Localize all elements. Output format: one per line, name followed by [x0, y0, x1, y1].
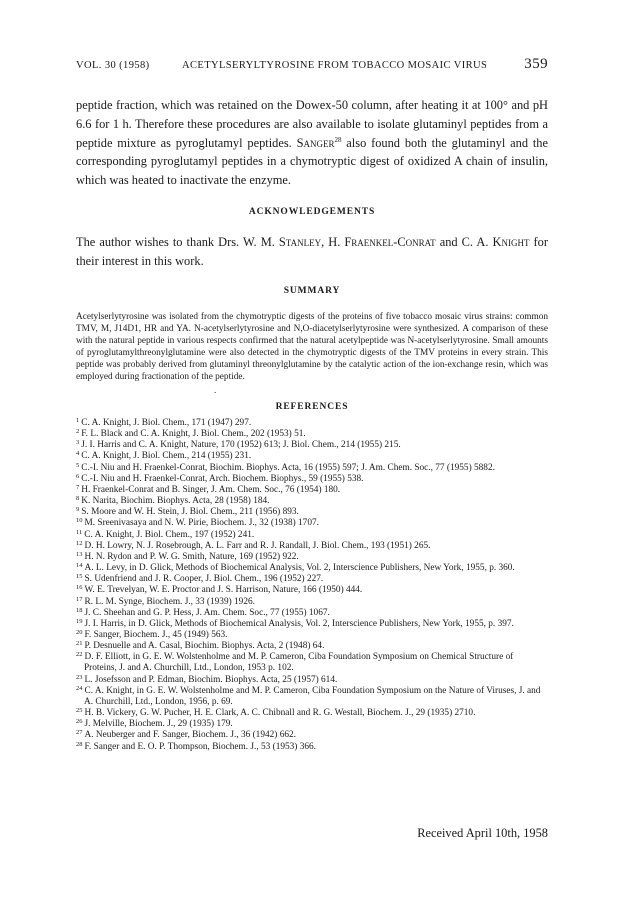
reference-text: K. Narita, Biochim. Biophys. Acta, 28 (1958) 184.: [81, 496, 270, 507]
summary-paragraph: Acetylserlytyrosine was isolated from the chymotryptic digests of the proteins of five tobacco mosaic virus strains: common TMV, M, J14D1, HR and YA. N-acetylserlytyrosine and N,O-diacetylserlytyrosine were synthesized. A comparison of these with the natural peptide in various respects confirmed that the natural acetylpeptide was N-acetylserlytyrosine. Small amounts of pyroglutamylthreonylglutamine were also detected in the chymotryptic digests of the TMV proteins in every strain. This peptide was probably derived from glutaminyl threonylglutamine by the catalytic action of the ion-exchange resin, which was employed during fractionation of the peptide.: [76, 312, 548, 382]
reference-item: [76, 429, 548, 440]
reference-text: H. B. Vickery, G. W. Pucher, H. E. Clark, A. C. Chibnall and R. G. Westall, Biochem. J., 29 (1935) 2710.: [84, 708, 476, 719]
reference-text: C.-I. Niu and H. Fraenkel-Conrat, Biochim. Biophys. Acta, 16 (1955) 597; J. Am. Chem. Soc., 77 (1955) 5882.: [81, 462, 495, 473]
reference-text: C. A. Knight, in G. E. W. Wolstenholme and M. P. Cameron, Ciba Foundation Symposium on the Nature of Viruses, J. and A. Churchill, Ltd., London, 1956, p. 69.: [84, 685, 541, 707]
separator-dot: .: [214, 385, 217, 395]
reference-item: [76, 730, 548, 741]
ack-name-1: Stanley: [278, 235, 322, 249]
reference-number: 6: [76, 472, 80, 480]
reference-number: 10: [76, 517, 83, 525]
reference-item: [76, 463, 548, 474]
reference-number: 21: [76, 640, 83, 648]
reference-item: [76, 496, 548, 507]
volume-label: VOL. 30 (1958): [76, 60, 150, 71]
ack-name-2: Fraenkel-Conrat: [344, 235, 436, 249]
references-heading: REFERENCES: [275, 402, 349, 412]
reference-number: 5: [76, 461, 80, 469]
received-date: Received April 10th, 1958: [417, 826, 548, 840]
reference-item: [76, 474, 548, 485]
reference-number: 28: [76, 740, 83, 748]
reference-number: 18: [76, 606, 83, 614]
reference-number: 4: [76, 450, 80, 458]
reference-item: [76, 630, 548, 641]
reference-number: 13: [76, 550, 83, 558]
reference-text: D. H. Lowry, N. J. Rosebrough, A. L. Farr and R. J. Randall, J. Biol. Chem., 193 (1951) 265.: [84, 540, 431, 551]
reference-text: S. Moore and W. H. Stein, J. Biol. Chem., 211 (1956) 893.: [81, 507, 299, 518]
reference-item: [76, 742, 548, 753]
reference-number: 14: [76, 562, 83, 570]
reference-number: 23: [76, 673, 83, 681]
reference-text: J. I. Harris, in D. Glick, Methods of Biochemical Analysis, Vol. 2, Interscience Publishers, New York, 1955, p. 397.: [84, 618, 514, 629]
page-number: 359: [524, 56, 548, 72]
reference-text: C. A. Knight, J. Biol. Chem., 197 (1952) 241.: [84, 529, 255, 540]
reference-number: 8: [76, 495, 80, 503]
reference-text: A. Neuberger and F. Sanger, Biochem. J., 36 (1942) 662.: [84, 730, 296, 741]
reference-number: 1: [76, 417, 80, 424]
ack-text-4: for their interest in this work.: [76, 235, 548, 268]
reference-text: H. N. Rydon and P. W. G. Smith, Nature, 169 (1952) 922.: [84, 551, 299, 562]
ack-text-2: , H.: [321, 235, 345, 249]
acknowledgements-heading: ACKNOWLEDGEMENTS: [248, 207, 376, 217]
reference-item: [76, 619, 548, 630]
reference-item: [76, 708, 548, 719]
reference-item: [76, 652, 548, 674]
reference-number: 27: [76, 729, 83, 737]
reference-number: 16: [76, 584, 83, 592]
reference-number: 11: [76, 528, 83, 536]
reference-item: [76, 585, 548, 596]
reference-text: J. Melville, Biochem. J., 29 (1935) 179.: [84, 719, 233, 730]
reference-number: 3: [76, 439, 80, 447]
reference-item: [76, 597, 548, 608]
reference-item: [76, 719, 548, 730]
running-title: ACETYLSERYLTYROSINE FROM TOBACCO MOSAIC VIRUS: [182, 60, 488, 71]
reference-item: [76, 541, 548, 552]
reference-text: L. Josefsson and P. Edman, Biochim. Biophys. Acta, 25 (1957) 614.: [84, 674, 338, 685]
reference-number: 22: [76, 651, 83, 659]
reference-item: [76, 530, 548, 541]
cited-author: Sanger: [296, 135, 335, 150]
reference-text: C. A. Knight, J. Biol. Chem., 214 (1955) 231.: [81, 451, 252, 462]
reference-text: W. E. Trevelyan, W. E. Proctor and J. S. Harrison, Nature, 166 (1950) 444.: [84, 585, 363, 596]
reference-item: [76, 518, 548, 529]
reference-item: [76, 563, 548, 574]
reference-text: C. A. Knight, J. Biol. Chem., 171 (1947) 297.: [81, 418, 252, 428]
reference-item: [76, 641, 548, 652]
reference-text: M. Sreenivasaya and N. W. Pirie, Biochem. J., 32 (1938) 1707.: [84, 518, 319, 529]
reference-item: [76, 418, 548, 429]
reference-text: H. Fraenkel-Conrat and B. Singer, J. Am. Chem. Soc., 76 (1954) 180.: [81, 484, 341, 495]
reference-number: 12: [76, 539, 83, 547]
reference-item: [76, 451, 548, 462]
acknowledgements-paragraph: [76, 233, 548, 271]
ack-text-3: and C. A.: [435, 235, 493, 249]
reference-text: R. L. M. Synge, Biochem. J., 33 (1939) 1926.: [84, 596, 255, 607]
reference-number: 26: [76, 718, 83, 726]
reference-item: [76, 686, 548, 708]
reference-number: 15: [76, 573, 83, 581]
reference-number: 9: [76, 506, 80, 514]
reference-text: S. Udenfriend and J. R. Cooper, J. Biol. Chem., 196 (1952) 227.: [84, 574, 324, 585]
reference-text: F. Sanger and E. O. P. Thompson, Biochem. J., 53 (1953) 366.: [84, 741, 316, 752]
body-text-part-1: peptide fraction, which was retained on the Dowex-50 column, after heating it at 100° and pH 6.6 for 1 h. Therefore these procedures are also available to isolate glutaminyl peptides from a peptide mixture as pyroglutamyl peptides.: [76, 98, 548, 150]
reference-item: [76, 675, 548, 686]
citation-superscript: 28: [334, 135, 342, 144]
reference-number: 25: [76, 707, 83, 715]
running-head: [76, 56, 548, 78]
reference-list: [76, 418, 548, 753]
body-text-part-2: also found both the glutaminyl and the corresponding pyroglutamyl peptides in a chymotryptic digest of oxidized A chain of insulin, which was heated to inactivate the enzyme.: [76, 135, 548, 188]
reference-item: [76, 574, 548, 585]
ack-text-1: The author wishes to thank Drs. W. M.: [76, 235, 279, 249]
reference-text: C.-I. Niu and H. Fraenkel-Conrat, Arch. Biochem. Biophys., 59 (1955) 538.: [81, 473, 364, 484]
reference-text: F. Sanger, Biochem. J., 45 (1949) 563.: [84, 629, 228, 640]
reference-number: 24: [76, 684, 83, 692]
reference-item: [76, 485, 548, 496]
reference-text: P. Desnuelle and A. Casal, Biochim. Biophys. Acta, 2 (1948) 64.: [84, 641, 325, 652]
reference-number: 2: [76, 428, 80, 436]
reference-item: [76, 507, 548, 518]
reference-number: 20: [76, 628, 83, 636]
reference-number: 7: [76, 483, 80, 491]
reference-item: [76, 440, 548, 451]
reference-item: [76, 552, 548, 563]
reference-text: J. I. Harris and C. A. Knight, Nature, 170 (1952) 613; J. Biol. Chem., 214 (1955) 215.: [81, 440, 401, 451]
reference-text: A. L. Levy, in D. Glick, Methods of Biochemical Analysis, Vol. 2, Interscience Publishers, New York, 1955, p. 360.: [84, 563, 515, 574]
reference-number: 17: [76, 595, 83, 603]
summary-heading: SUMMARY: [283, 286, 341, 296]
reference-text: D. F. Elliott, in G. E. W. Wolstenholme and M. P. Cameron, Ciba Foundation Symposium on Chemical Structure of Proteins, J. and A. Churchill, Ltd., London, 1953 p. 102.: [84, 652, 514, 674]
reference-number: 19: [76, 617, 83, 625]
body-paragraph: [76, 96, 548, 190]
reference-item: [76, 608, 548, 619]
reference-text: J. C. Sheehan and G. P. Hess, J. Am. Chem. Soc., 77 (1955) 1067.: [84, 607, 330, 618]
ack-name-3: Knight: [492, 235, 530, 249]
reference-text: F. L. Black and C. A. Knight, J. Biol. Chem., 202 (1953) 51.: [81, 429, 306, 440]
